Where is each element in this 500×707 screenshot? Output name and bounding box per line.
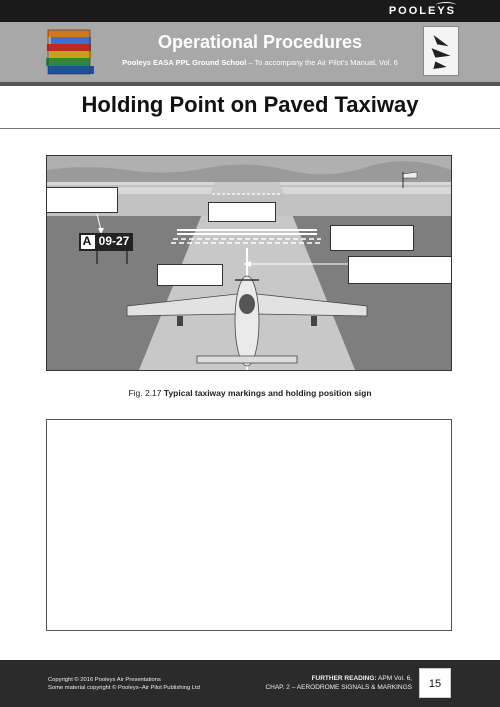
holding-sign-runway: 09-27 [98,234,130,248]
brand-logo-text: POOLEYS [388,5,456,17]
notes-box [46,419,452,631]
figure-caption-text: Typical taxiway markings and holding position sign [163,388,372,398]
label-box-top-left [46,187,118,213]
header-banner-underline [0,82,500,86]
label-box-right-upper [330,225,414,251]
copyright-line-1: Copyright © 2016 Pooleys Air Presentations [48,677,161,683]
bird-emblem-icon [423,26,459,76]
page-number: 15 [419,668,451,698]
holding-sign-letter: A [82,234,92,248]
further-reading [265,674,412,692]
further-reading-label: FURTHER READING: [311,675,377,682]
copyright-notice [48,676,200,692]
copyright-line-2: Some material copyright © Pooleys–Air Pilot Publishing Ltd [48,685,200,691]
banner-subtitle-bold: Pooleys EASA PPL Ground School [122,58,247,67]
label-box-center [208,202,276,222]
banner-subtitle [110,58,410,67]
banner-subtitle-rest: – To accompany the Air Pilot’s Manual, Vol. 6 [246,58,398,67]
figure-caption [0,388,500,398]
further-reading-ref-1: APM Vol. 6, [376,675,412,682]
label-box-right-lower [348,256,452,284]
title-divider [0,128,500,129]
banner-title: Operational Procedures [157,32,363,52]
figure-caption-number: Fig. 2.17 [128,388,162,398]
label-box-left-lower [157,264,223,286]
further-reading-ref-2: CHAP. 2 – AERODROME SIGNALS & MARKINGS [265,684,412,691]
page-title: Holding Point on Paved Taxiway [81,92,419,117]
books-stack-icon [42,26,100,76]
further-reading-line-1 [265,674,412,683]
